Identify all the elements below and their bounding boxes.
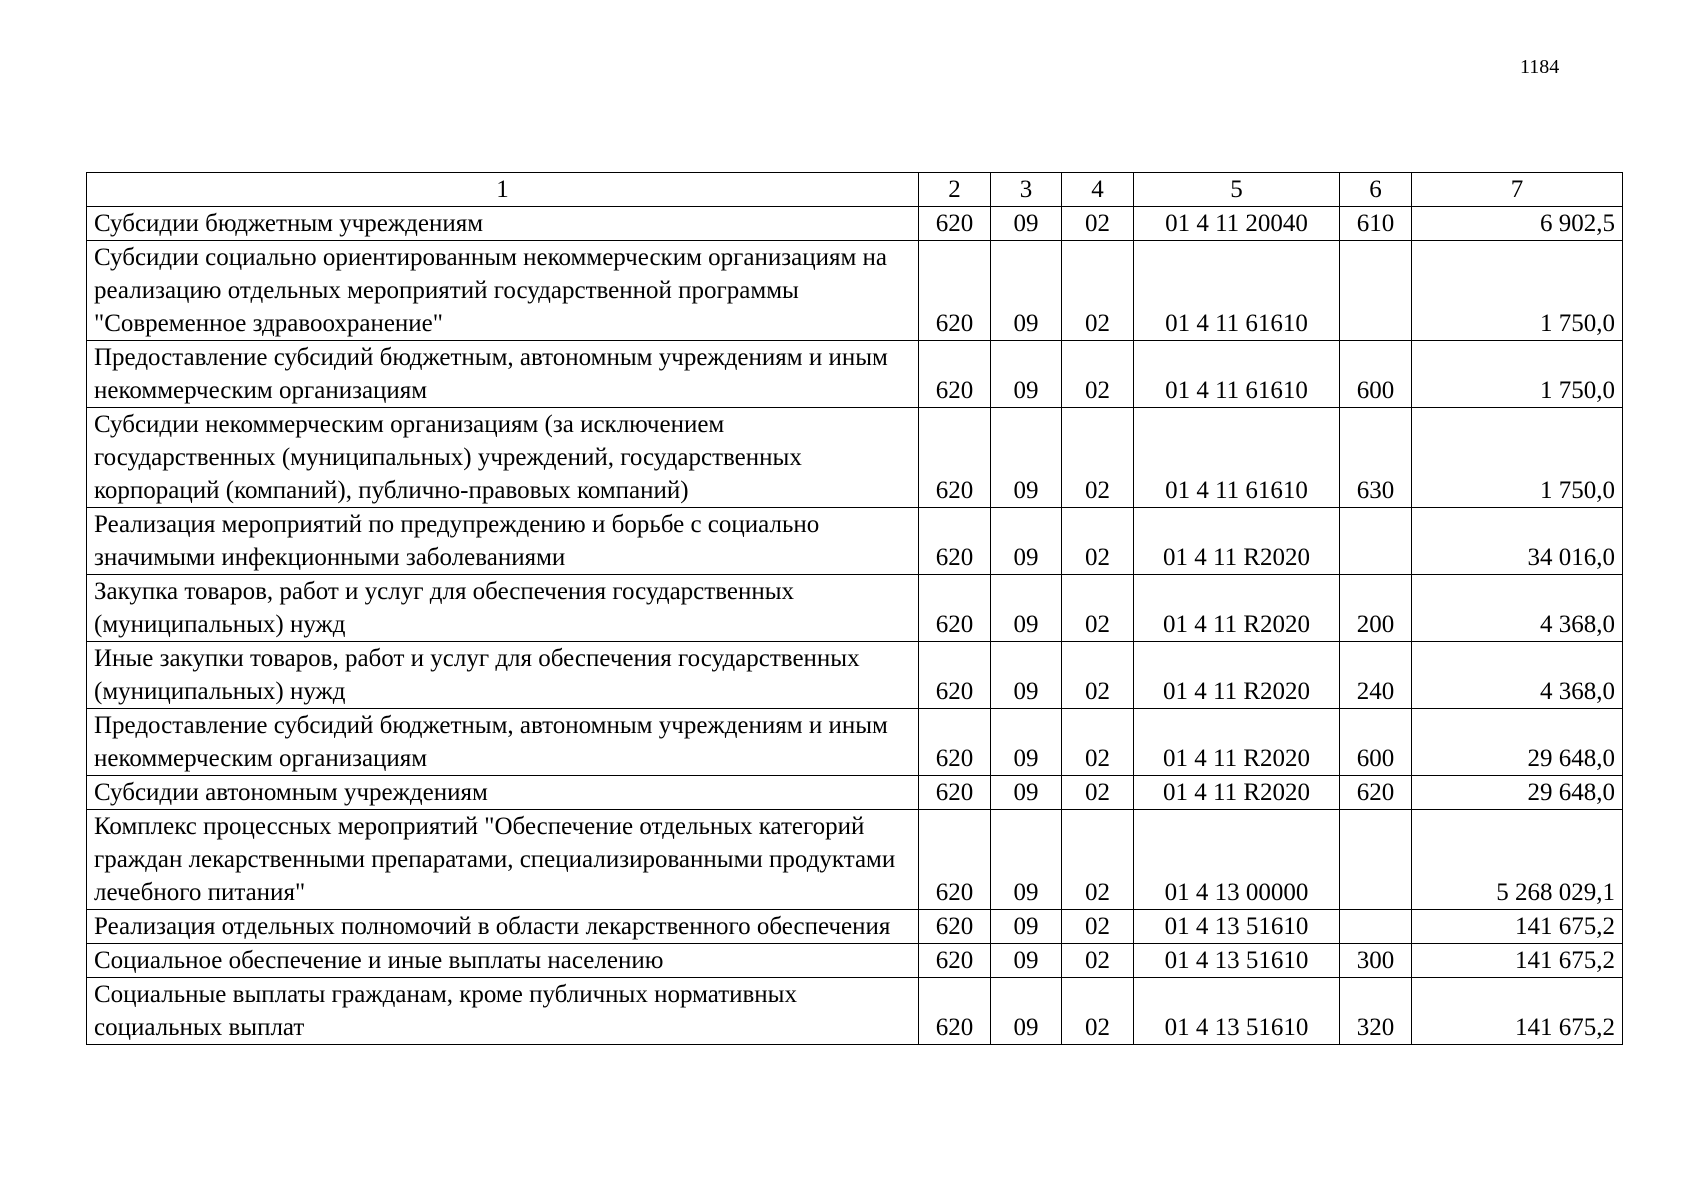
page-number: 1184 xyxy=(1520,56,1560,78)
amount: 4 368,0 xyxy=(1412,575,1623,642)
subsection-code: 02 xyxy=(1062,810,1134,910)
ved-code: 620 xyxy=(919,508,991,575)
section-code: 09 xyxy=(991,978,1062,1045)
section-code: 09 xyxy=(991,408,1062,508)
amount: 29 648,0 xyxy=(1412,709,1623,776)
table-row xyxy=(87,575,1623,642)
table-row xyxy=(87,776,1623,810)
column-header-3: 3 xyxy=(991,173,1062,207)
target-article-code: 01 4 11 R2020 xyxy=(1134,508,1340,575)
row-name: Реализация мероприятий по предупреждению и борьбе с социально значимыми инфекционными заболеваниями xyxy=(87,508,919,575)
target-article-code: 01 4 13 51610 xyxy=(1134,944,1340,978)
subsection-code: 02 xyxy=(1062,776,1134,810)
amount: 1 750,0 xyxy=(1412,408,1623,508)
table-row xyxy=(87,408,1623,508)
target-article-code: 01 4 11 R2020 xyxy=(1134,642,1340,709)
subsection-code: 02 xyxy=(1062,207,1134,241)
column-header-7: 7 xyxy=(1412,173,1623,207)
amount: 1 750,0 xyxy=(1412,341,1623,408)
table-row xyxy=(87,508,1623,575)
expense-type-code xyxy=(1340,508,1412,575)
ved-code: 620 xyxy=(919,810,991,910)
table-row xyxy=(87,341,1623,408)
row-name: Субсидии бюджетным учреждениям xyxy=(87,207,919,241)
ved-code: 620 xyxy=(919,642,991,709)
target-article-code: 01 4 11 61610 xyxy=(1134,408,1340,508)
section-code: 09 xyxy=(991,910,1062,944)
row-name: Субсидии некоммерческим организациям (за исключением государственных (муниципальных) учреждений, государственных корпораций (компаний), публично-правовых компаний) xyxy=(87,408,919,508)
section-code: 09 xyxy=(991,575,1062,642)
column-header-5: 5 xyxy=(1134,173,1340,207)
section-code: 09 xyxy=(991,508,1062,575)
target-article-code: 01 4 11 61610 xyxy=(1134,241,1340,341)
table-row xyxy=(87,207,1623,241)
table-row xyxy=(87,241,1623,341)
expense-type-code: 610 xyxy=(1340,207,1412,241)
ved-code: 620 xyxy=(919,408,991,508)
target-article-code: 01 4 13 51610 xyxy=(1134,910,1340,944)
row-name: Субсидии автономным учреждениям xyxy=(87,776,919,810)
expense-type-code xyxy=(1340,910,1412,944)
expense-type-code xyxy=(1340,810,1412,910)
subsection-code: 02 xyxy=(1062,408,1134,508)
section-code: 09 xyxy=(991,944,1062,978)
row-name: Иные закупки товаров, работ и услуг для обеспечения государственных (муниципальных) нужд xyxy=(87,642,919,709)
amount: 5 268 029,1 xyxy=(1412,810,1623,910)
amount: 4 368,0 xyxy=(1412,642,1623,709)
ved-code: 620 xyxy=(919,341,991,408)
target-article-code: 01 4 13 51610 xyxy=(1134,978,1340,1045)
ved-code: 620 xyxy=(919,241,991,341)
table-body xyxy=(87,207,1623,1045)
section-code: 09 xyxy=(991,709,1062,776)
expense-type-code: 630 xyxy=(1340,408,1412,508)
subsection-code: 02 xyxy=(1062,642,1134,709)
column-header-2: 2 xyxy=(919,173,991,207)
row-name: Комплекс процессных мероприятий "Обеспечение отдельных категорий граждан лекарственными препаратами, специализированными продуктами лечебного питания" xyxy=(87,810,919,910)
section-code: 09 xyxy=(991,241,1062,341)
target-article-code: 01 4 11 61610 xyxy=(1134,341,1340,408)
amount: 141 675,2 xyxy=(1412,978,1623,1045)
subsection-code: 02 xyxy=(1062,709,1134,776)
section-code: 09 xyxy=(991,810,1062,910)
target-article-code: 01 4 13 00000 xyxy=(1134,810,1340,910)
section-code: 09 xyxy=(991,642,1062,709)
ved-code: 620 xyxy=(919,207,991,241)
amount: 29 648,0 xyxy=(1412,776,1623,810)
row-name: Предоставление субсидий бюджетным, автономным учреждениям и иным некоммерческим организациям xyxy=(87,341,919,408)
ved-code: 620 xyxy=(919,575,991,642)
subsection-code: 02 xyxy=(1062,575,1134,642)
section-code: 09 xyxy=(991,776,1062,810)
budget-table xyxy=(86,172,1623,1045)
amount: 1 750,0 xyxy=(1412,241,1623,341)
header-row xyxy=(87,173,1623,207)
table-row xyxy=(87,910,1623,944)
ved-code: 620 xyxy=(919,709,991,776)
section-code: 09 xyxy=(991,341,1062,408)
row-name: Реализация отдельных полномочий в области лекарственного обеспечения xyxy=(87,910,919,944)
target-article-code: 01 4 11 R2020 xyxy=(1134,776,1340,810)
ved-code: 620 xyxy=(919,978,991,1045)
table-row xyxy=(87,642,1623,709)
column-header-1: 1 xyxy=(87,173,919,207)
row-name: Социальное обеспечение и иные выплаты населению xyxy=(87,944,919,978)
expense-type-code: 300 xyxy=(1340,944,1412,978)
table-row xyxy=(87,709,1623,776)
row-name: Закупка товаров, работ и услуг для обеспечения государственных (муниципальных) нужд xyxy=(87,575,919,642)
amount: 141 675,2 xyxy=(1412,944,1623,978)
column-header-4: 4 xyxy=(1062,173,1134,207)
target-article-code: 01 4 11 R2020 xyxy=(1134,575,1340,642)
expense-type-code: 200 xyxy=(1340,575,1412,642)
column-header-6: 6 xyxy=(1340,173,1412,207)
expense-type-code: 240 xyxy=(1340,642,1412,709)
expense-type-code xyxy=(1340,241,1412,341)
row-name: Субсидии социально ориентированным некоммерческим организациям на реализацию отдельных мероприятий государственной программы "Современное здравоохранение" xyxy=(87,241,919,341)
ved-code: 620 xyxy=(919,776,991,810)
table-row xyxy=(87,810,1623,910)
section-code: 09 xyxy=(991,207,1062,241)
subsection-code: 02 xyxy=(1062,341,1134,408)
subsection-code: 02 xyxy=(1062,944,1134,978)
expense-type-code: 320 xyxy=(1340,978,1412,1045)
expense-type-code: 600 xyxy=(1340,341,1412,408)
amount: 141 675,2 xyxy=(1412,910,1623,944)
expense-type-code: 620 xyxy=(1340,776,1412,810)
ved-code: 620 xyxy=(919,944,991,978)
row-name: Предоставление субсидий бюджетным, автономным учреждениям и иным некоммерческим организациям xyxy=(87,709,919,776)
expense-type-code: 600 xyxy=(1340,709,1412,776)
target-article-code: 01 4 11 R2020 xyxy=(1134,709,1340,776)
subsection-code: 02 xyxy=(1062,508,1134,575)
subsection-code: 02 xyxy=(1062,910,1134,944)
amount: 34 016,0 xyxy=(1412,508,1623,575)
ved-code: 620 xyxy=(919,910,991,944)
subsection-code: 02 xyxy=(1062,241,1134,341)
subsection-code: 02 xyxy=(1062,978,1134,1045)
table-row xyxy=(87,944,1623,978)
amount: 6 902,5 xyxy=(1412,207,1623,241)
table-row xyxy=(87,978,1623,1045)
target-article-code: 01 4 11 20040 xyxy=(1134,207,1340,241)
row-name: Социальные выплаты гражданам, кроме публичных нормативных социальных выплат xyxy=(87,978,919,1045)
